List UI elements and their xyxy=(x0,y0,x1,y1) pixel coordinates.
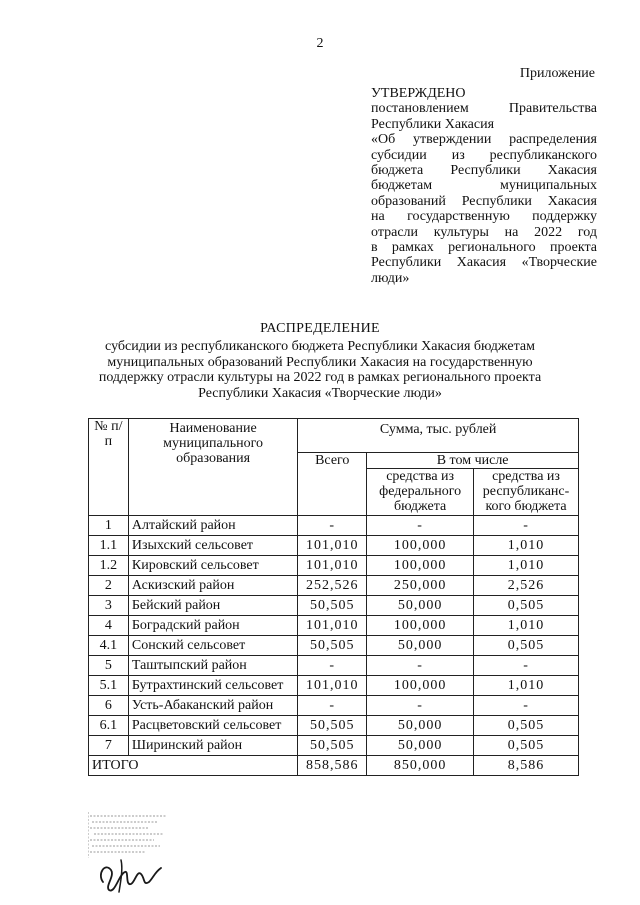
page-number: 2 xyxy=(316,36,324,51)
row-num: 4.1 xyxy=(89,636,129,656)
row-republican: 1,010 xyxy=(474,536,579,556)
approval-line: УТВЕРЖДЕНО xyxy=(371,86,466,101)
row-total: 50,505 xyxy=(298,716,367,736)
row-federal: - xyxy=(367,696,474,716)
row-republican: 0,505 xyxy=(474,596,579,616)
appendix-label: Приложение xyxy=(519,66,595,81)
table-row xyxy=(89,596,579,616)
row-republican: 0,505 xyxy=(474,716,579,736)
header-name: Наименование муниципального образования xyxy=(128,419,297,516)
approval-line: образований Республики Хакасия xyxy=(371,193,597,209)
table-row xyxy=(89,556,579,576)
row-total: 50,505 xyxy=(298,596,367,616)
row-republican: 0,505 xyxy=(474,636,579,656)
header-including: В том числе xyxy=(367,453,579,469)
row-num: 1 xyxy=(89,516,129,536)
row-total: 101,010 xyxy=(298,556,367,576)
approval-block xyxy=(371,86,597,286)
row-republican: 2,526 xyxy=(474,576,579,596)
distribution-table xyxy=(88,418,579,776)
row-total: 252,526 xyxy=(298,576,367,596)
approval-line: Республики Хакасия «Творческие xyxy=(371,255,597,271)
approval-line: бюджетам муниципальных xyxy=(371,178,597,194)
row-total: 50,505 xyxy=(298,636,367,656)
row-name: Сонский сельсовет xyxy=(128,636,297,656)
row-total: 101,010 xyxy=(298,616,367,636)
approval-line: субсидии из республиканского xyxy=(371,147,597,163)
row-name: Изыхский сельсовет xyxy=(128,536,297,556)
row-name: Расцветовский сельсовет xyxy=(128,716,297,736)
header-total: Всего xyxy=(298,453,367,516)
table-row xyxy=(89,636,579,656)
header-republican: средства из республиканс-кого бюджета xyxy=(474,469,579,516)
row-total: 50,505 xyxy=(298,736,367,756)
header-sum: Сумма, тыс. рублей xyxy=(298,419,579,453)
document-subtitle: субсидии из республиканского бюджета Республики Хакасия бюджетам муниципальных образований Республики Хакасия на государственную поддержку отрасли культуры на 2022 год в рамках регионального проекта Республики Хакасия «Творческие люди» xyxy=(98,339,542,401)
table-row xyxy=(89,736,579,756)
table-row xyxy=(89,536,579,556)
table-row xyxy=(89,676,579,696)
approval-line: постановлением Правительства xyxy=(371,101,597,117)
row-num: 7 xyxy=(89,736,129,756)
row-federal: 100,000 xyxy=(367,616,474,636)
row-federal: 100,000 xyxy=(367,676,474,696)
row-num: 5.1 xyxy=(89,676,129,696)
row-total: - xyxy=(298,696,367,716)
row-republican: - xyxy=(474,516,579,536)
row-federal: 50,000 xyxy=(367,736,474,756)
row-federal: 100,000 xyxy=(367,556,474,576)
row-num: 2 xyxy=(89,576,129,596)
row-total: - xyxy=(298,516,367,536)
row-name: Боградский район xyxy=(128,616,297,636)
row-num: 1.1 xyxy=(89,536,129,556)
approval-line: на государственную поддержку xyxy=(371,209,597,225)
row-federal: - xyxy=(367,656,474,676)
row-num: 1.2 xyxy=(89,556,129,576)
row-name: Ширинский район xyxy=(128,736,297,756)
row-federal: 100,000 xyxy=(367,536,474,556)
approval-line: люди» xyxy=(371,270,410,286)
totals-label: ИТОГО xyxy=(89,756,298,776)
table-row xyxy=(89,616,579,636)
approval-line: отрасли культуры на 2022 год xyxy=(371,224,597,240)
totals-total: 858,586 xyxy=(298,756,367,776)
row-federal: 50,000 xyxy=(367,596,474,616)
row-republican: 1,010 xyxy=(474,616,579,636)
row-num: 6.1 xyxy=(89,716,129,736)
approval-line: «Об утверждении распределения xyxy=(371,132,597,148)
table-row xyxy=(89,516,579,536)
row-republican: - xyxy=(474,696,579,716)
header-num: № п/п xyxy=(89,419,129,516)
table-row xyxy=(89,716,579,736)
row-name: Бутрахтинский сельсовет xyxy=(128,676,297,696)
row-name: Кировский сельсовет xyxy=(128,556,297,576)
row-num: 6 xyxy=(89,696,129,716)
row-federal: 50,000 xyxy=(367,636,474,656)
row-num: 3 xyxy=(89,596,129,616)
totals-row xyxy=(89,756,579,776)
row-republican: 0,505 xyxy=(474,736,579,756)
approval-line: Республики Хакасия xyxy=(371,116,495,132)
document-title: РАСПРЕДЕЛЕНИЕ xyxy=(260,321,380,336)
row-federal: 50,000 xyxy=(367,716,474,736)
row-num: 4 xyxy=(89,616,129,636)
row-total: 101,010 xyxy=(298,536,367,556)
row-federal: - xyxy=(367,516,474,536)
row-name: Усть-Абаканский район xyxy=(128,696,297,716)
approval-line: в рамках регионального проекта xyxy=(371,240,597,256)
row-name: Бейский район xyxy=(128,596,297,616)
row-republican: 1,010 xyxy=(474,556,579,576)
table-row xyxy=(89,696,579,716)
row-republican: 1,010 xyxy=(474,676,579,696)
row-name: Алтайский район xyxy=(128,516,297,536)
row-total: 101,010 xyxy=(298,676,367,696)
table-row xyxy=(89,576,579,596)
row-name: Аскизский район xyxy=(128,576,297,596)
table-row xyxy=(89,656,579,676)
row-total: - xyxy=(298,656,367,676)
signature xyxy=(95,852,165,896)
approval-line: бюджета Республики Хакасия xyxy=(371,163,597,179)
row-republican: - xyxy=(474,656,579,676)
row-num: 5 xyxy=(89,656,129,676)
row-federal: 250,000 xyxy=(367,576,474,596)
row-name: Таштыпский район xyxy=(128,656,297,676)
totals-federal: 850,000 xyxy=(367,756,474,776)
totals-republican: 8,586 xyxy=(474,756,579,776)
header-federal: средства из федерального бюджета xyxy=(367,469,474,516)
